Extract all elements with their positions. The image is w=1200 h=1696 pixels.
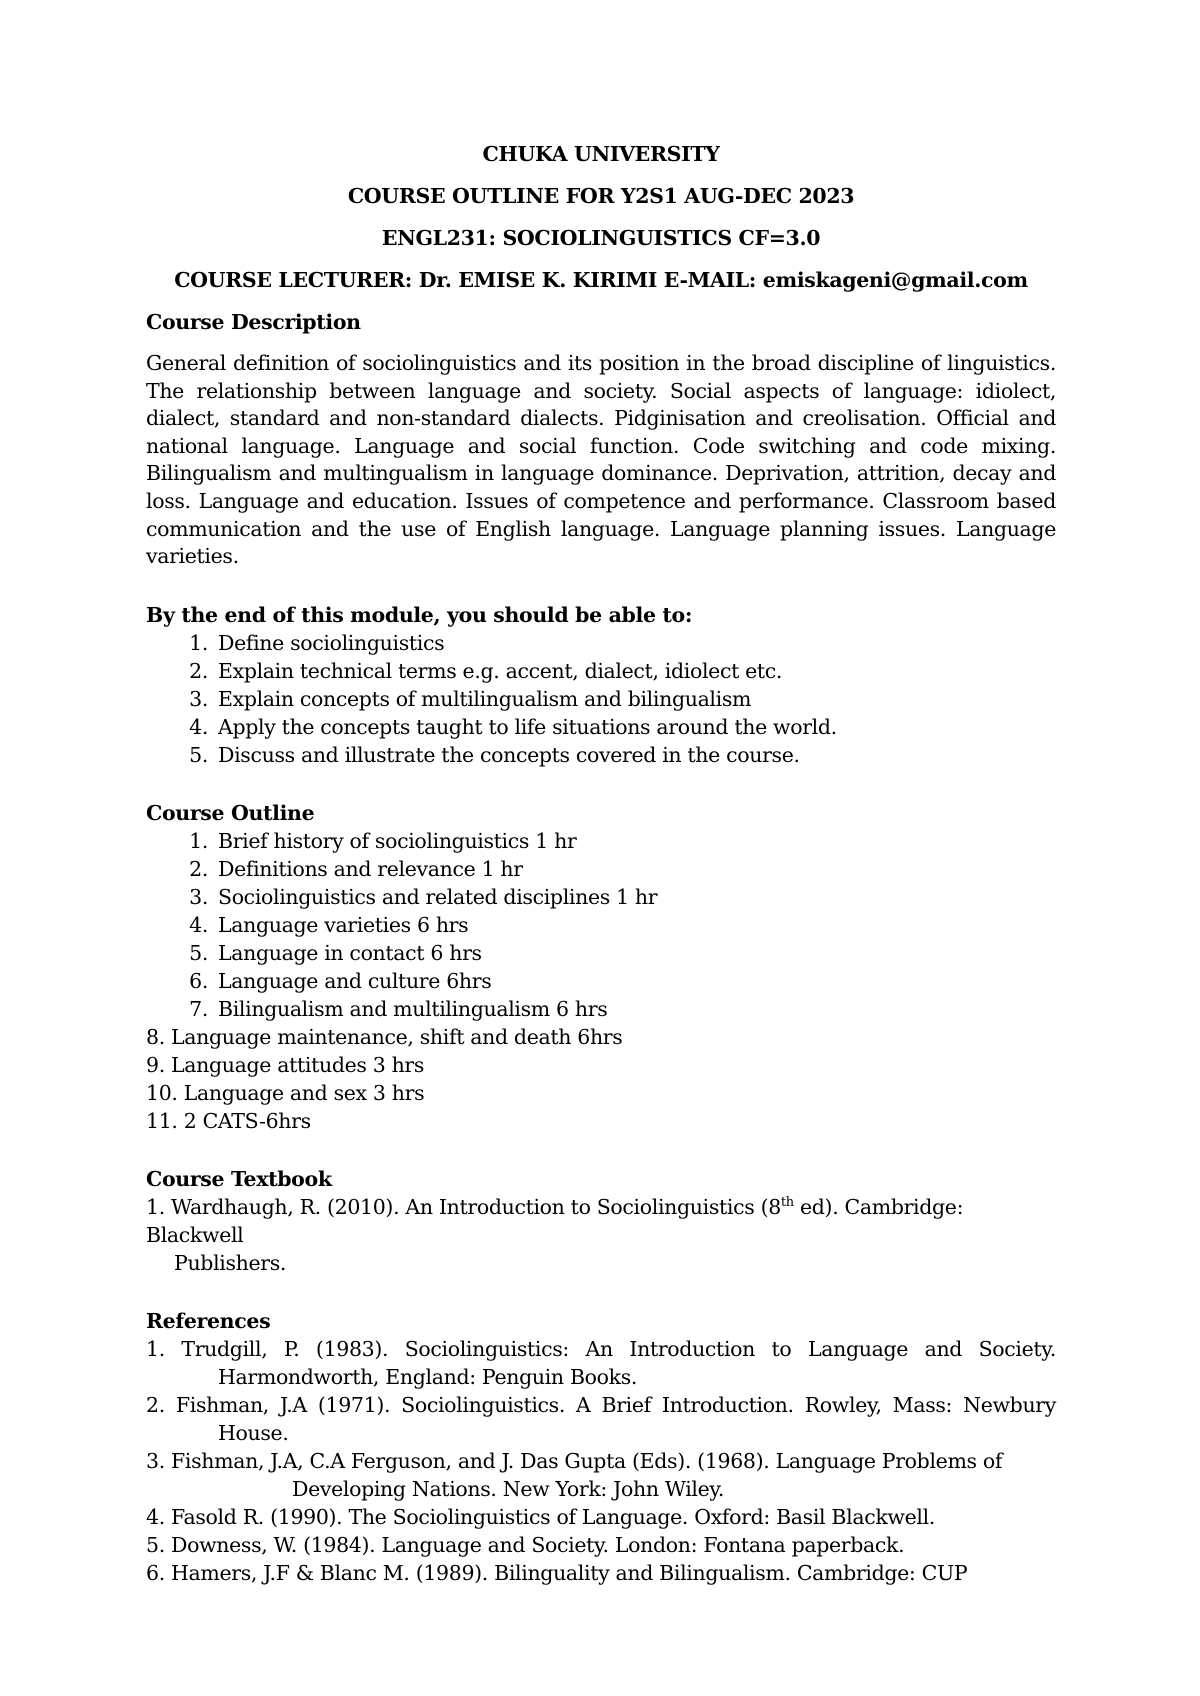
outline-list xyxy=(146,827,1056,1023)
list-item: 11. 2 CATS-6hrs xyxy=(146,1108,311,1133)
description-heading: Course Description xyxy=(146,310,361,334)
reference-entry: 2. Fishman, J.A (1971). Sociolinguistics. A Brief Introduction. Rowley, Mass: Newbury xyxy=(146,1392,1056,1417)
textbook-entry: 1. Wardhaugh, R. (2010). An Introduction to Sociolinguistics (8th ed). Cambridge: Blackwell xyxy=(146,1194,964,1247)
reference-entry: 1. Trudgill, P. (1983). Sociolinguistics: An Introduction to Language and Society. xyxy=(146,1336,1056,1361)
reference-entry-continued: House. xyxy=(218,1420,289,1445)
objectives-list xyxy=(146,629,1056,769)
document-body xyxy=(146,140,1056,1587)
list-item: 4. Apply the concepts taught to life situations around the world. xyxy=(189,714,837,739)
list-item: 2. Explain technical terms e.g. accent, dialect, idiolect etc. xyxy=(189,658,783,683)
list-item: 3. Explain concepts of multilingualism and bilingualism xyxy=(189,686,752,711)
list-item: 4. Language varieties 6 hrs xyxy=(189,912,469,937)
references-heading: References xyxy=(146,1308,271,1333)
university-title: CHUKA UNIVERSITY xyxy=(482,142,720,166)
list-item: 8. Language maintenance, shift and death 6hrs xyxy=(146,1024,623,1049)
reference-entry: 5. Downess, W. (1984). Language and Society. London: Fontana paperback. xyxy=(146,1532,905,1557)
list-item: 2. Definitions and relevance 1 hr xyxy=(189,856,523,881)
textbook-heading: Course Textbook xyxy=(146,1166,332,1191)
reference-entry-continued: Developing Nations. New York: John Wiley. xyxy=(292,1476,725,1501)
list-item: 9. Language attitudes 3 hrs xyxy=(146,1052,425,1077)
list-item: 10. Language and sex 3 hrs xyxy=(146,1080,425,1105)
reference-entry: 6. Hamers, J.F & Blanc M. (1989). Bilinguality and Bilingualism. Cambridge: CUP xyxy=(146,1560,968,1585)
course-title: ENGL231: SOCIOLINGUISTICS CF=3.0 xyxy=(381,226,821,250)
list-item: 3. Sociolinguistics and related disciplines 1 hr xyxy=(189,884,658,909)
reference-entry: 3. Fishman, J.A, C.A Ferguson, and J. Das Gupta (Eds). (1968). Language Problems of xyxy=(146,1448,1003,1473)
list-item: 6. Language and culture 6hrs xyxy=(189,968,492,993)
textbook-entry-continued: Publishers. xyxy=(174,1250,287,1275)
list-item: 1. Brief history of sociolinguistics 1 hr xyxy=(189,828,577,853)
reference-entry: 4. Fasold R. (1990). The Sociolinguistics of Language. Oxford: Basil Blackwell. xyxy=(146,1504,935,1529)
list-item: 1. Define sociolinguistics xyxy=(189,630,445,655)
outline-title: COURSE OUTLINE FOR Y2S1 AUG-DEC 2023 xyxy=(347,184,855,208)
description-text: General definition of sociolinguistics and its position in the broad discipline of linguistics. The relationship between language and society. Social aspects of language: idiolect, dialect, standard and non-standard dialects. Pidginisation and creolisation. Official and national language. Language and social function. Code switching and code mixing. Bilingualism and multingualism in language dominance. Deprivation, attrition, decay and loss. Language and education. Issues of competence and performance. Classroom based communication and the use of English language. Language planning issues. Language varieties. xyxy=(146,351,1056,569)
list-item: 5. Discuss and illustrate the concepts covered in the course. xyxy=(189,742,800,767)
list-item: 7. Bilingualism and multilingualism 6 hrs xyxy=(189,996,608,1021)
lecturer-line: COURSE LECTURER: Dr. EMISE K. KIRIMI E-MAIL: emiskageni@gmail.com xyxy=(174,268,1028,292)
list-item: 5. Language in contact 6 hrs xyxy=(189,940,482,965)
reference-entry-continued: Harmondworth, England: Penguin Books. xyxy=(218,1364,638,1389)
outline-heading: Course Outline xyxy=(146,800,315,825)
objectives-heading: By the end of this module, you should be able to: xyxy=(146,602,693,627)
